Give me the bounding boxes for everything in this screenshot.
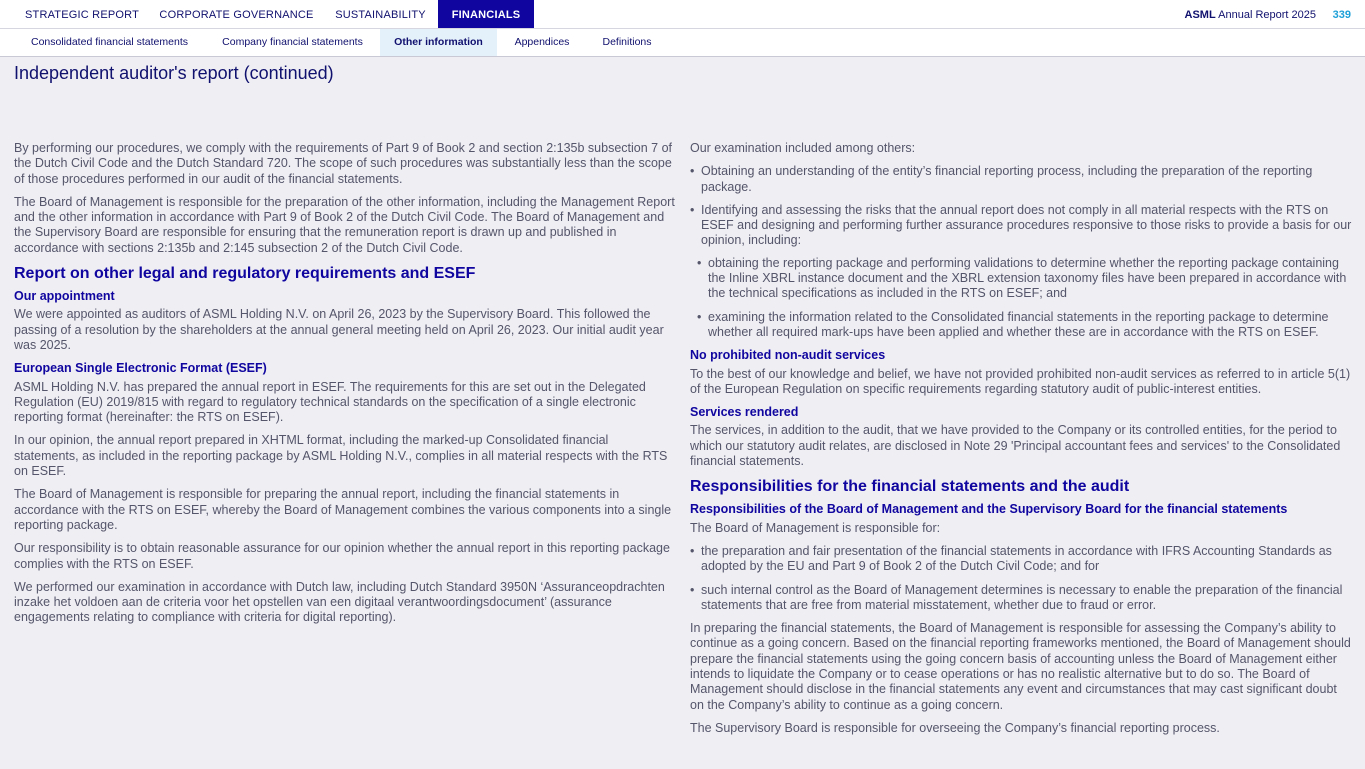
list-item: • obtaining the reporting package and performing validations to determine whether the reporting package containing the Inline XBRL instance document and the XBRL extension taxonomy files have been prepared in accordance with the technical specifications as included in the RTS on ESEF; and [697, 256, 1352, 302]
subtab-other-information[interactable]: Other information [380, 29, 497, 56]
subtab-consolidated-financial-statements[interactable]: Consolidated financial statements [30, 36, 188, 48]
subtab-appendices[interactable]: Appendices [514, 36, 570, 48]
examination-sublist [690, 256, 1352, 340]
paragraph-board-responsible-for: The Board of Management is responsible for: [690, 520, 941, 535]
paragraph-supervisory-board: The Supervisory Board is responsible for overseeing the Company’s financial reporting process. [690, 720, 1220, 735]
page-title: Independent auditor's report (continued) [14, 63, 334, 83]
list-item: • the preparation and fair presentation of the financial statements in accordance with IFRS Accounting Standards as adopted by the EU and Part 9 of Book 2 of the Dutch Civil Code; and for [690, 544, 1352, 575]
page-number: 339 [1332, 9, 1351, 21]
heading-board-responsibilities: Responsibilities of the Board of Management and the Supervisory Board for the financial statements [690, 502, 1288, 517]
report-brand [1185, 0, 1316, 31]
heading-our-appointment: Our appointment [14, 289, 115, 304]
brand-name: ASML [1184, 9, 1216, 21]
sub-navigation [0, 29, 1365, 57]
paragraph-going-concern: In preparing the financial statements, the Board of Management is responsible for assessing the Company’s ability to continue as a going concern. Based on the financial reporting frameworks mentioned, the Board of Management should prepare the financial statements using the going concern basis of accounting unless the Board of Management either intends to liquidate the Company or to cease operations or has no realistic alternative but to do so. The Board of Management should disclose in the financial statements any event and circumstances that may cast significant doubt on the Company’s ability to continue as a going concern. [690, 621, 1351, 712]
list-item: • Identifying and assessing the risks that the annual report does not comply in all material respects with the RTS on ESEF and designing and performing further assurance procedures responsive to those risks to provide a basis for our opinion, including: [690, 203, 1352, 249]
heading-services-rendered: Services rendered [690, 405, 799, 420]
right-column [690, 141, 1352, 744]
list-item: • examining the information related to the Consolidated financial statements in the reporting package to determine whether all required mark-ups have been applied and whether these are in accordance with the RTS on ESEF. [697, 310, 1352, 341]
tab-financials[interactable]: FINANCIALS [438, 0, 534, 28]
heading-esef: European Single Electronic Format (ESEF) [14, 361, 267, 376]
paragraph-esef-requirements: ASML Holding N.V. has prepared the annual report in ESEF. The requirements for this are set out in the Delegated Regulation (EU) 2019/815 with regard to regulatory technical standards on the specification of a single electronic reporting format (hereinafter: the RTS on ESEF). [14, 379, 646, 425]
subtab-definitions[interactable]: Definitions [602, 36, 652, 48]
paragraph-appointment: We were appointed as auditors of ASML Holding N.V. on April 26, 2023 by the Supervisory Board. This followed the passing of a resolution by the shareholders at the annual general meeting held on April 26, 2023. Our initial audit year was 2025. [14, 307, 664, 352]
brand-report-title: Annual Report 2025 [1215, 9, 1316, 21]
subtab-company-financial-statements[interactable]: Company financial statements [222, 36, 363, 48]
left-column [14, 141, 676, 634]
paragraph-esef-responsibility: Our responsibility is to obtain reasonable assurance for our opinion whether the annual report in this reporting package complies with the RTS on ESEF. [14, 541, 670, 571]
examination-list [690, 164, 1352, 248]
responsibilities-list [690, 544, 1352, 613]
heading-no-prohibited-services: No prohibited non-audit services [690, 348, 886, 363]
paragraph-services-rendered: The services, in addition to the audit, that we have provided to the Company or its controlled entities, for the period to which our statutory audit relates, are disclosed in Note 29 'Principal accountant fees and services' to the Consolidated financial statements. [690, 423, 1341, 469]
paragraph-esef-opinion: In our opinion, the annual report prepared in XHTML format, including the marked-up Consolidated financial statements, as included in the reporting package by ASML Holding N.V., complies in all material respects with the RTS on ESEF. [14, 433, 668, 479]
tab-sustainability[interactable]: SUSTAINABILITY [335, 9, 426, 21]
paragraph-examination-intro: Our examination included among others: [690, 141, 916, 155]
paragraph-no-prohibited-services: To the best of our knowledge and belief, we have not provided prohibited non-audit services as referred to in article 5(1) of the European Regulation on specific requirements regarding statutory audit of public-interest entities. [690, 366, 1351, 396]
heading-legal-regulatory: Report on other legal and regulatory requirements and ESEF [14, 265, 476, 283]
list-item: • such internal control as the Board of Management determines is necessary to enable the preparation of the financial statements that are free from material misstatement, whether due to fraud or error. [690, 583, 1352, 614]
top-navigation [0, 0, 1365, 29]
paragraph-board-responsibility: The Board of Management is responsible for the preparation of the other information, including the Management Report and the other information in accordance with Part 9 of Book 2 of the Dutch Civil Code. The Board of Management and the Supervisory Board are responsible for ensuring that the remuneration report is drawn up and published in accordance with sections 2:135b and 2:145 subsection 2 of the Dutch Civil Code. [14, 194, 675, 255]
paragraph-esef-board: The Board of Management is responsible for preparing the annual report, including the financial statements in accordance with the RTS on ESEF, whereby the Board of Management combines the various components into a single reporting package. [14, 487, 672, 532]
heading-responsibilities: Responsibilities for the financial statements and the audit [690, 478, 1130, 496]
paragraph-esef-examination: We performed our examination in accordance with Dutch law, including Dutch Standard 3950N ‘Assuranceopdrachten inzake het voldoen aan de criteria voor het opstellen van een digitaal verantwoordingsdocument’ (assurance engagements relating to compliance with criteria for digital reporting). [14, 579, 665, 625]
list-item: • Obtaining an understanding of the entity’s financial reporting process, including the preparation of the reporting package. [690, 164, 1352, 195]
paragraph-procedures: By performing our procedures, we comply with the requirements of Part 9 of Book 2 and section 2:135b subsection 7 of the Dutch Civil Code and the Dutch Standard 720. The scope of such procedures was substantially less than the scope of those procedures performed in our audit of the financial statements. [14, 141, 672, 186]
tab-corporate-governance[interactable]: CORPORATE GOVERNANCE [159, 9, 314, 21]
tab-strategic-report[interactable]: STRATEGIC REPORT [24, 9, 140, 21]
